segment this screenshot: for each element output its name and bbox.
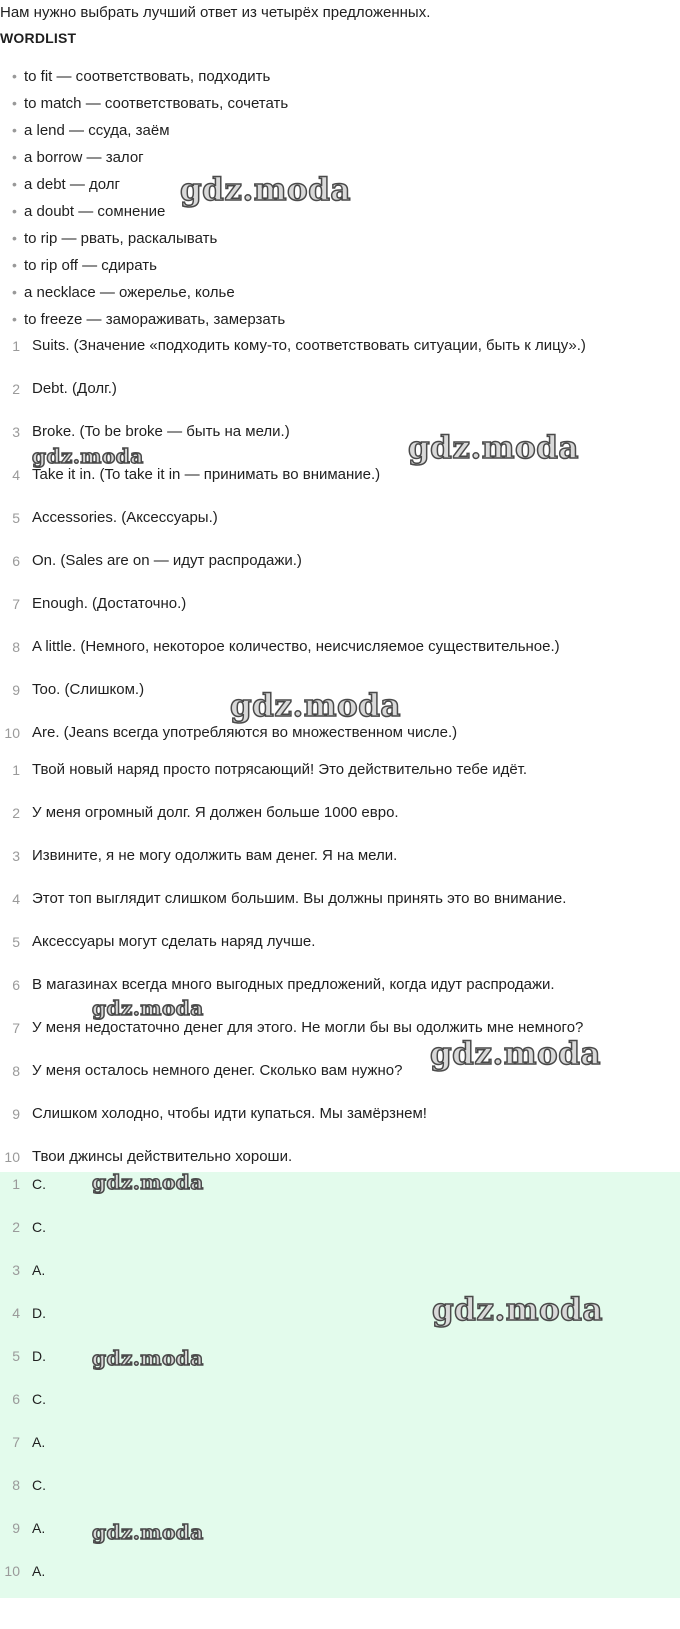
item-text: Debt. (Долг.) — [32, 380, 117, 397]
item-number: 1 — [12, 1176, 20, 1192]
list-item — [0, 1344, 680, 1387]
item-number: 6 — [12, 1391, 20, 1407]
wordlist — [10, 63, 650, 333]
bullet-icon: • — [12, 203, 17, 219]
list-item — [0, 887, 680, 930]
wordlist-item: • a lend — ссуда, заём — [10, 117, 650, 144]
item-number: 3 — [12, 424, 20, 440]
list-item — [0, 1172, 680, 1215]
item-number: 4 — [12, 891, 20, 907]
item-number: 10 — [4, 725, 20, 741]
item-text: Too. (Слишком.) — [32, 681, 145, 698]
bullet-icon: • — [12, 149, 17, 165]
bullet-icon: • — [12, 230, 17, 246]
item-number: 7 — [12, 1020, 20, 1036]
watermark: gdz.moda — [92, 1520, 204, 1544]
watermark: gdz.moda — [92, 1170, 204, 1194]
list-item — [0, 1102, 680, 1145]
item-text: У меня осталось немного денег. Сколько вам нужно? — [32, 1062, 403, 1079]
item-number: 3 — [12, 848, 20, 864]
item-text: Этот топ выглядит слишком большим. Вы должны принять это во внимание. — [32, 890, 567, 907]
item-text: Are. (Jeans всегда употребляются во множественном числе.) — [32, 724, 458, 741]
list-item — [0, 334, 680, 377]
item-number: 3 — [12, 1262, 20, 1278]
item-text: Извините, я не могу одолжить вам денег. Я на мели. — [32, 847, 398, 864]
bullet-icon: • — [12, 68, 17, 84]
item-text: C. — [32, 1391, 46, 1407]
item-number: 9 — [12, 682, 20, 698]
list-item — [0, 635, 680, 678]
wordlist-item: • to rip — рвать, раскалывать — [10, 225, 650, 252]
item-text: У меня огромный долг. Я должен больше 1000 евро. — [32, 804, 399, 821]
watermark: gdz.moda — [92, 1346, 204, 1370]
list-item — [0, 1473, 680, 1516]
wordlist-item: • a doubt — сомнение — [10, 198, 650, 225]
list-item — [0, 973, 680, 1016]
item-text: Broke. (To be broke — быть на мели.) — [32, 423, 290, 440]
item-number: 4 — [12, 467, 20, 483]
wordlist-item: • a debt — долг — [10, 171, 650, 198]
list-item — [0, 930, 680, 973]
item-text: Suits. (Значение «подходить кому-то, соответствовать ситуации, быть к лицу».) — [32, 337, 586, 354]
item-text: У меня недостаточно денег для этого. Не могли бы вы одолжить мне немного? — [32, 1019, 584, 1036]
item-text: Твои джинсы действительно хороши. — [32, 1148, 293, 1165]
item-text: On. (Sales are on — идут распродажи.) — [32, 552, 302, 569]
wordlist-item: • to rip off — сдирать — [10, 252, 650, 279]
item-text: C. — [32, 1176, 46, 1192]
list-item — [0, 844, 680, 887]
item-number: 1 — [12, 762, 20, 778]
item-number: 8 — [12, 1063, 20, 1079]
list-item — [0, 377, 680, 420]
watermark: gdz.moda — [32, 444, 144, 468]
item-number: 2 — [12, 381, 20, 397]
wordlist-item: • to freeze — замораживать, замерзать — [10, 306, 650, 333]
wordlist-item: • to fit — соответствовать, подходить — [10, 63, 650, 90]
watermark: gdz.moda — [408, 430, 579, 466]
wordlist-item: • a borrow — залог — [10, 144, 650, 171]
list-item — [0, 420, 680, 463]
item-number: 1 — [12, 338, 20, 354]
item-text: C. — [32, 1477, 46, 1493]
item-number: 5 — [12, 510, 20, 526]
item-number: 10 — [4, 1563, 20, 1579]
translations-list — [0, 758, 680, 1188]
bullet-icon: • — [12, 311, 17, 327]
item-text: A. — [32, 1262, 46, 1278]
watermark: gdz.moda — [432, 1292, 603, 1328]
item-number: 2 — [12, 805, 20, 821]
bullet-icon: • — [12, 176, 17, 192]
wordlist-title: WORDLIST — [0, 30, 77, 46]
item-text: C. — [32, 1219, 46, 1235]
item-number: 8 — [12, 639, 20, 655]
list-item — [0, 801, 680, 844]
watermark: gdz.moda — [92, 996, 204, 1020]
wordlist-item: • to match — соответствовать, сочетать — [10, 90, 650, 117]
bullet-icon: • — [12, 257, 17, 273]
list-item — [0, 463, 680, 506]
item-text: В магазинах всегда много выгодных предложений, когда идут распродажи. — [32, 976, 555, 993]
letter-answers-list — [0, 1172, 680, 1598]
list-item — [0, 1016, 680, 1059]
list-item — [0, 1430, 680, 1473]
item-text: A. — [32, 1434, 46, 1450]
item-text: Accessories. (Аксессуары.) — [32, 509, 218, 526]
item-number: 7 — [12, 596, 20, 612]
intro-text: Нам нужно выбрать лучший ответ из четырёх предложенных. — [0, 4, 431, 21]
item-number: 10 — [4, 1149, 20, 1165]
item-text: A. — [32, 1520, 46, 1536]
item-number: 7 — [12, 1434, 20, 1450]
item-number: 9 — [12, 1520, 20, 1536]
item-number: 9 — [12, 1106, 20, 1122]
list-item — [0, 549, 680, 592]
item-text: Take it in. (To take it in — принимать во внимание.) — [32, 466, 381, 483]
bullet-icon: • — [12, 284, 17, 300]
list-item — [0, 1059, 680, 1102]
watermark: gdz.moda — [230, 688, 401, 724]
list-item — [0, 678, 680, 721]
item-text: Твой новый наряд просто потрясающий! Это действительно тебе идёт. — [32, 761, 528, 778]
item-text: Аксессуары могут сделать наряд лучше. — [32, 933, 316, 950]
bullet-icon: • — [12, 122, 17, 138]
item-number: 6 — [12, 553, 20, 569]
item-text: Слишком холодно, чтобы идти купаться. Мы замёрзнем! — [32, 1105, 427, 1122]
list-item — [0, 758, 680, 801]
list-item — [0, 1387, 680, 1430]
item-number: 2 — [12, 1219, 20, 1235]
item-number: 8 — [12, 1477, 20, 1493]
item-number: 5 — [12, 1348, 20, 1364]
item-text: A little. (Немного, некоторое количество, неисчисляемое существительное.) — [32, 638, 560, 655]
watermark: gdz.moda — [180, 172, 351, 208]
item-number: 5 — [12, 934, 20, 950]
list-item — [0, 1215, 680, 1258]
item-number: 4 — [12, 1305, 20, 1321]
list-item — [0, 1258, 680, 1301]
item-number: 6 — [12, 977, 20, 993]
item-text: D. — [32, 1305, 46, 1321]
answers-english-list — [0, 334, 680, 764]
wordlist-item: • a necklace — ожерелье, колье — [10, 279, 650, 306]
item-text: D. — [32, 1348, 46, 1364]
list-item — [0, 1559, 680, 1602]
bullet-icon: • — [12, 95, 17, 111]
item-text: A. — [32, 1563, 46, 1579]
list-item — [0, 506, 680, 549]
list-item — [0, 1301, 680, 1344]
item-text: Enough. (Достаточно.) — [32, 595, 187, 612]
list-item — [0, 592, 680, 635]
list-item — [0, 1516, 680, 1559]
watermark: gdz.moda — [430, 1036, 601, 1072]
